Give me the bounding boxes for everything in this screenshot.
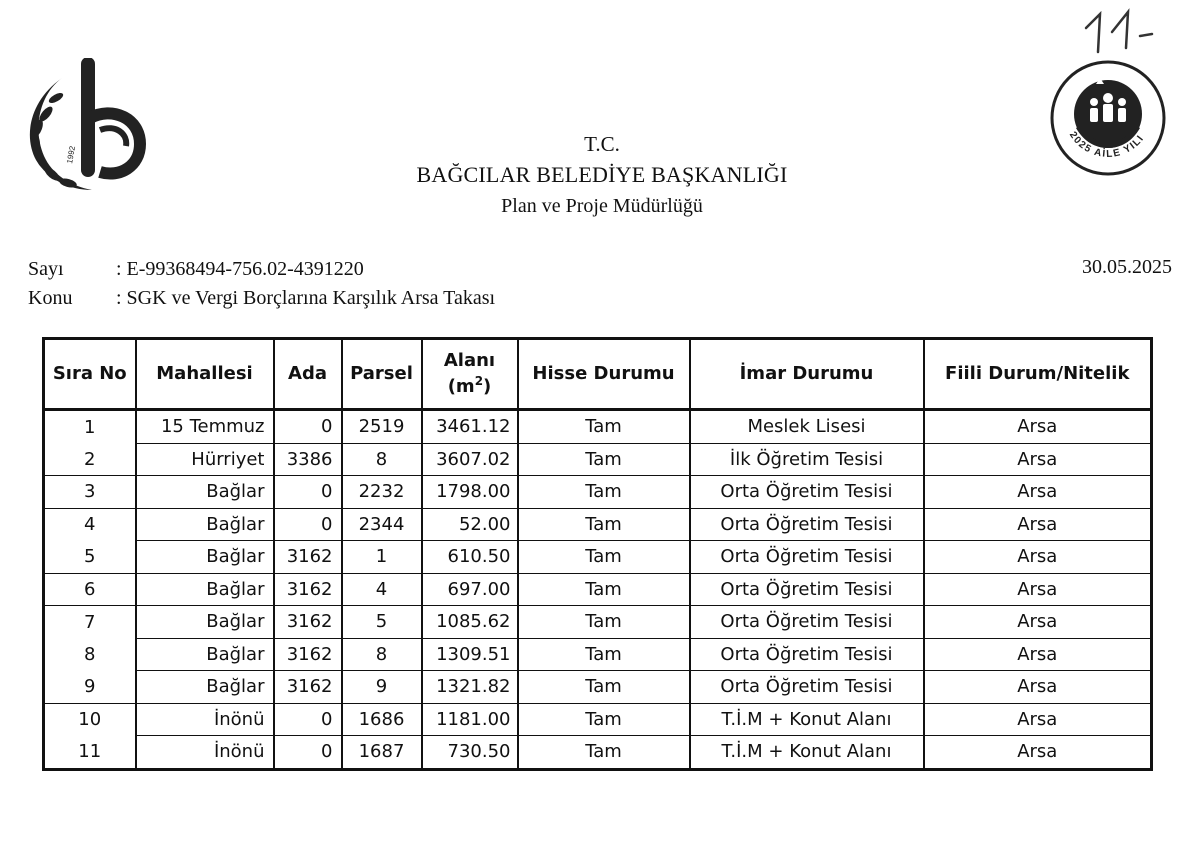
cell-imar: Orta Öğretim Tesisi: [690, 541, 924, 574]
cell-imar: Orta Öğretim Tesisi: [690, 638, 924, 671]
konu-label: Konu: [28, 287, 73, 309]
table-row: [44, 476, 1152, 509]
cell-ada: 0: [274, 508, 342, 541]
cell-alan: 1321.82: [422, 671, 518, 704]
cell-ada: 0: [274, 703, 342, 736]
cell-sira: 7: [44, 606, 136, 639]
cell-fiili: Arsa: [924, 443, 1152, 476]
cell-sira: 3: [44, 476, 136, 509]
table-row: [44, 508, 1152, 541]
cell-parsel: 8: [342, 443, 422, 476]
cell-fiili: Arsa: [924, 410, 1152, 444]
meta-konu: [28, 287, 495, 310]
table-row: [44, 443, 1152, 476]
cell-sira: 6: [44, 573, 136, 606]
cell-parsel: 8: [342, 638, 422, 671]
header-imar: İmar Durumu: [690, 339, 924, 410]
cell-fiili: Arsa: [924, 671, 1152, 704]
cell-sira: 1: [44, 410, 136, 444]
cell-ada: 3162: [274, 541, 342, 574]
cell-imar: Orta Öğretim Tesisi: [690, 476, 924, 509]
header-department: Plan ve Proje Müdürlüğü: [501, 195, 703, 217]
cell-fiili: Arsa: [924, 508, 1152, 541]
cell-mahalle: Bağlar: [136, 671, 274, 704]
cell-alan: 697.00: [422, 573, 518, 606]
cell-sira: 8: [44, 638, 136, 671]
cell-alan: 52.00: [422, 508, 518, 541]
page-number-handwritten: [1078, 6, 1174, 58]
cell-hisse: Tam: [518, 671, 690, 704]
cell-mahalle: İnönü: [136, 736, 274, 770]
cell-sira: 9: [44, 671, 136, 704]
table-header-row: [44, 339, 1152, 410]
cell-parsel: 2232: [342, 476, 422, 509]
cell-imar: Meslek Lisesi: [690, 410, 924, 444]
table-row: [44, 703, 1152, 736]
header-alan-label: Alanı: [443, 349, 496, 371]
header-alan: [422, 339, 518, 410]
table-row: [44, 541, 1152, 574]
cell-imar: Orta Öğretim Tesisi: [690, 606, 924, 639]
cell-hisse: Tam: [518, 476, 690, 509]
header-organization: BAĞCILAR BELEDİYE BAŞKANLIĞI: [416, 162, 788, 187]
cell-hisse: Tam: [518, 443, 690, 476]
cell-hisse: Tam: [518, 703, 690, 736]
cell-imar: Orta Öğretim Tesisi: [690, 508, 924, 541]
cell-mahalle: Bağlar: [136, 606, 274, 639]
cell-ada: 0: [274, 736, 342, 770]
cell-parsel: 1687: [342, 736, 422, 770]
header-fiili: Fiili Durum/Nitelik: [924, 339, 1152, 410]
cell-hisse: Tam: [518, 410, 690, 444]
cell-imar: İlk Öğretim Tesisi: [690, 443, 924, 476]
cell-fiili: Arsa: [924, 573, 1152, 606]
cell-hisse: Tam: [518, 638, 690, 671]
cell-alan: 3607.02: [422, 443, 518, 476]
cell-mahalle: Bağlar: [136, 638, 274, 671]
cell-fiili: Arsa: [924, 703, 1152, 736]
cell-hisse: Tam: [518, 508, 690, 541]
header-sira: Sıra No: [44, 339, 136, 410]
cell-mahalle: Bağlar: [136, 541, 274, 574]
cell-parsel: 2344: [342, 508, 422, 541]
cell-ada: 0: [274, 476, 342, 509]
header-tc: T.C.: [584, 132, 620, 156]
header-mahalle: Mahallesi: [136, 339, 274, 410]
cell-parsel: 1686: [342, 703, 422, 736]
cell-alan: 1085.62: [422, 606, 518, 639]
header-hisse: Hisse Durumu: [518, 339, 690, 410]
cell-fiili: Arsa: [924, 476, 1152, 509]
cell-fiili: Arsa: [924, 541, 1152, 574]
table-row: [44, 736, 1152, 770]
cell-ada: 3162: [274, 573, 342, 606]
table-row: [44, 410, 1152, 444]
cell-alan: 1181.00: [422, 703, 518, 736]
cell-hisse: Tam: [518, 541, 690, 574]
table-row: [44, 573, 1152, 606]
table-row: [44, 638, 1152, 671]
cell-sira: 5: [44, 541, 136, 574]
cell-sira: 10: [44, 703, 136, 736]
cell-ada: 3162: [274, 638, 342, 671]
svg-text:2025 AİLE YILI: 2025 AİLE YILI: [1066, 129, 1147, 161]
cell-hisse: Tam: [518, 606, 690, 639]
cell-sira: 2: [44, 443, 136, 476]
cell-imar: T.İ.M + Konut Alanı: [690, 736, 924, 770]
header-ada: Ada: [274, 339, 342, 410]
cell-alan: 3461.12: [422, 410, 518, 444]
meta-sayi: [28, 258, 364, 281]
cell-fiili: Arsa: [924, 638, 1152, 671]
cell-parsel: 5: [342, 606, 422, 639]
svg-text:1992: 1992: [65, 145, 78, 165]
cell-imar: Orta Öğretim Tesisi: [690, 573, 924, 606]
cell-sira: 4: [44, 508, 136, 541]
cell-mahalle: İnönü: [136, 703, 274, 736]
cell-mahalle: Bağlar: [136, 508, 274, 541]
document-date: 30.05.2025: [1082, 256, 1172, 278]
sayi-label: Sayı: [28, 258, 64, 280]
cell-sira: 11: [44, 736, 136, 770]
cell-parsel: 4: [342, 573, 422, 606]
cell-fiili: Arsa: [924, 606, 1152, 639]
cell-mahalle: 15 Temmuz: [136, 410, 274, 444]
sayi-value: : E-99368494-756.02-4391220: [116, 258, 364, 280]
table-row: [44, 606, 1152, 639]
cell-hisse: Tam: [518, 573, 690, 606]
cell-imar: Orta Öğretim Tesisi: [690, 671, 924, 704]
cell-alan: 730.50: [422, 736, 518, 770]
cell-parsel: 1: [342, 541, 422, 574]
cell-parsel: 2519: [342, 410, 422, 444]
header-alan-unit: $(m^2)$: [447, 374, 492, 397]
cell-imar: T.İ.M + Konut Alanı: [690, 703, 924, 736]
cell-alan: 1798.00: [422, 476, 518, 509]
cell-ada: 3386: [274, 443, 342, 476]
cell-alan: 1309.51: [422, 638, 518, 671]
cell-fiili: Arsa: [924, 736, 1152, 770]
parcel-table: [42, 337, 1153, 771]
konu-value: : SGK ve Vergi Borçlarına Karşılık Arsa Takası: [116, 287, 496, 309]
cell-ada: 3162: [274, 671, 342, 704]
cell-mahalle: Bağlar: [136, 573, 274, 606]
cell-parsel: 9: [342, 671, 422, 704]
cell-mahalle: Hürriyet: [136, 443, 274, 476]
cell-ada: 0: [274, 410, 342, 444]
header-parsel: Parsel: [342, 339, 422, 410]
cell-hisse: Tam: [518, 736, 690, 770]
table-row: [44, 671, 1152, 704]
cell-mahalle: Bağlar: [136, 476, 274, 509]
cell-ada: 3162: [274, 606, 342, 639]
cell-alan: 610.50: [422, 541, 518, 574]
